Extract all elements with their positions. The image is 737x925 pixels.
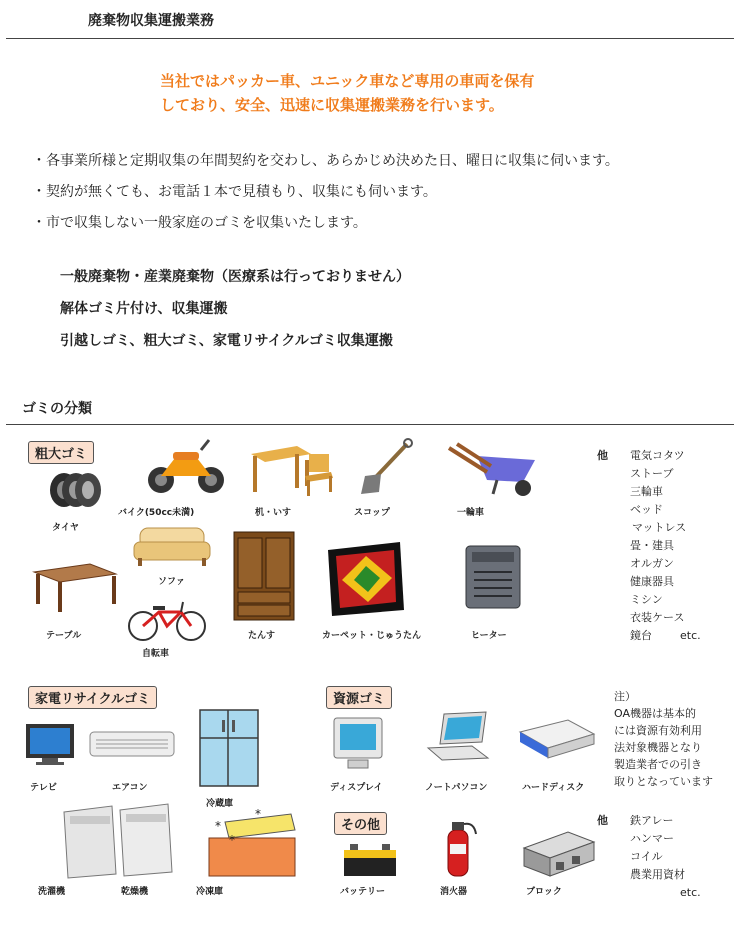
item-sofa-label: ソファ xyxy=(158,577,185,587)
bulky-other-item: 鏡台 xyxy=(630,629,652,642)
bulky-etc: etc. xyxy=(680,629,701,642)
resource-note-line: 取りとなっています xyxy=(614,775,713,788)
display-icon xyxy=(330,714,388,772)
lead-line-1: 当社ではパッカー車、ユニック車など専用の車両を保有 xyxy=(160,72,535,90)
battery-icon xyxy=(342,842,398,878)
bulky-other-item: 三輪車 xyxy=(630,485,663,498)
service-waste: 一般廃棄物・産業廃棄物（医療系は行っておりません） xyxy=(60,269,410,285)
svg-text:*: * xyxy=(229,833,235,847)
bullet-estimate: ・契約が無くても、お電話１本で見積もり、収集にも伺います。 xyxy=(32,184,437,200)
item-fridge-label: 冷蔵庫 xyxy=(206,799,234,809)
resource-note-line: 法対象機器となり xyxy=(614,741,702,754)
misc-other-item: 農業用資材 xyxy=(630,868,685,881)
hdd-icon xyxy=(518,718,596,760)
wheelbarrow-icon xyxy=(447,442,543,498)
item-heater-label: ヒーター xyxy=(471,631,507,641)
bulky-other-item: オルガン xyxy=(630,557,674,570)
resource-note-line: 製造業者での引き xyxy=(614,758,702,771)
item-shovel-label: スコップ xyxy=(354,508,390,518)
misc-etc: etc. xyxy=(680,886,701,899)
bulky-other-item: 健康器具 xyxy=(630,575,674,588)
section-title: ゴミの分類 xyxy=(22,401,92,417)
item-wheelbarrow-label: 一輪車 xyxy=(457,508,485,518)
svg-text:*: * xyxy=(255,808,261,821)
extinguisher-icon xyxy=(436,814,478,878)
notebook-icon xyxy=(424,710,492,762)
bulky-other-item: マットレス xyxy=(632,521,687,534)
misc-other-item: コイル xyxy=(630,850,663,863)
bullet-household: ・市で収集しない一般家庭のゴミを収集いたします。 xyxy=(32,215,367,231)
sofa-icon xyxy=(132,524,212,568)
bulky-other-item: ミシン xyxy=(630,593,663,606)
item-table-label: テーブル xyxy=(46,631,82,641)
item-chest-label: たんす xyxy=(248,631,276,641)
item-aircon-label: エアコン xyxy=(112,783,148,793)
bulky-other-item: ベッド xyxy=(630,503,663,516)
block-icon xyxy=(520,828,598,878)
item-block-label: ブロック xyxy=(526,887,562,897)
heater-icon xyxy=(462,542,524,612)
tv-icon xyxy=(24,722,76,768)
misc-others-prefix: 他 xyxy=(597,814,608,827)
resource-note-line: OA機器は基本的 xyxy=(614,707,696,720)
motorbike-icon xyxy=(145,436,227,500)
tire-icon xyxy=(42,468,102,508)
header-divider xyxy=(6,38,734,39)
resource-note-line: 注） xyxy=(614,690,636,703)
misc-other-item: ハンマー xyxy=(630,832,674,845)
lead-line-2: しており、安全、迅速に収集運搬業務を行います。 xyxy=(160,96,504,114)
bulky-others-prefix: 他 xyxy=(597,449,608,462)
item-carpet-label: カーペット・じゅうたん xyxy=(322,631,422,641)
service-moving: 引越しゴミ、粗大ゴミ、家電リサイクルゴミ収集運搬 xyxy=(60,333,393,349)
bulky-other-item: ストーブ xyxy=(630,467,674,480)
chest-icon xyxy=(232,530,296,622)
item-desk-label: 机・いす xyxy=(255,508,292,518)
item-washer-label: 洗濯機 xyxy=(38,887,66,897)
category-appliance-label: 家電リサイクルゴミ xyxy=(28,686,157,709)
item-tire-label: タイヤ xyxy=(52,523,79,533)
item-freezer-label: 冷凍庫 xyxy=(196,887,224,897)
item-tv-label: テレビ xyxy=(30,783,57,793)
desk-chair-icon xyxy=(247,440,335,498)
resource-note-line: には資源有効利用 xyxy=(614,724,702,737)
item-display-label: ディスプレイ xyxy=(330,783,383,793)
bulky-other-item: 電気コタツ xyxy=(630,449,685,462)
item-dryer-label: 乾燥機 xyxy=(121,887,149,897)
carpet-icon xyxy=(320,540,410,618)
page-title: 廃棄物収集運搬業務 xyxy=(88,13,214,29)
item-battery-label: バッテリー xyxy=(340,887,386,897)
item-hdd-label: ハードディスク xyxy=(522,783,585,793)
shovel-icon xyxy=(355,438,415,498)
category-resource-label: 資源ゴミ xyxy=(326,686,392,709)
bulky-other-item: 畳・建具 xyxy=(630,539,674,552)
table-icon xyxy=(28,560,120,614)
section-divider xyxy=(6,424,734,425)
item-extinguisher-label: 消火器 xyxy=(440,887,468,897)
item-bicycle-label: 自転車 xyxy=(142,649,170,659)
washer-dryer-icon xyxy=(62,802,174,880)
svg-text:*: * xyxy=(215,819,221,833)
service-demolition: 解体ゴミ片付け、収集運搬 xyxy=(60,301,228,317)
bullet-contract: ・各事業所様と定期収集の年間契約を交わし、あらかじめ決めた日、曜日に収集に伺います。 xyxy=(32,153,619,169)
bulky-other-item: 衣装ケース xyxy=(630,611,685,624)
misc-other-item: 鉄アレー xyxy=(630,814,674,827)
aircon-icon xyxy=(88,730,176,760)
category-bulky-label: 粗大ゴミ xyxy=(28,441,94,464)
category-misc-label: その他 xyxy=(334,812,387,835)
fridge-icon xyxy=(198,708,260,788)
item-bike-label: バイク(50cc未満) xyxy=(118,508,195,518)
freezer-icon xyxy=(205,808,299,878)
item-notebook-label: ノートパソコン xyxy=(425,783,488,793)
bicycle-icon xyxy=(125,598,209,642)
